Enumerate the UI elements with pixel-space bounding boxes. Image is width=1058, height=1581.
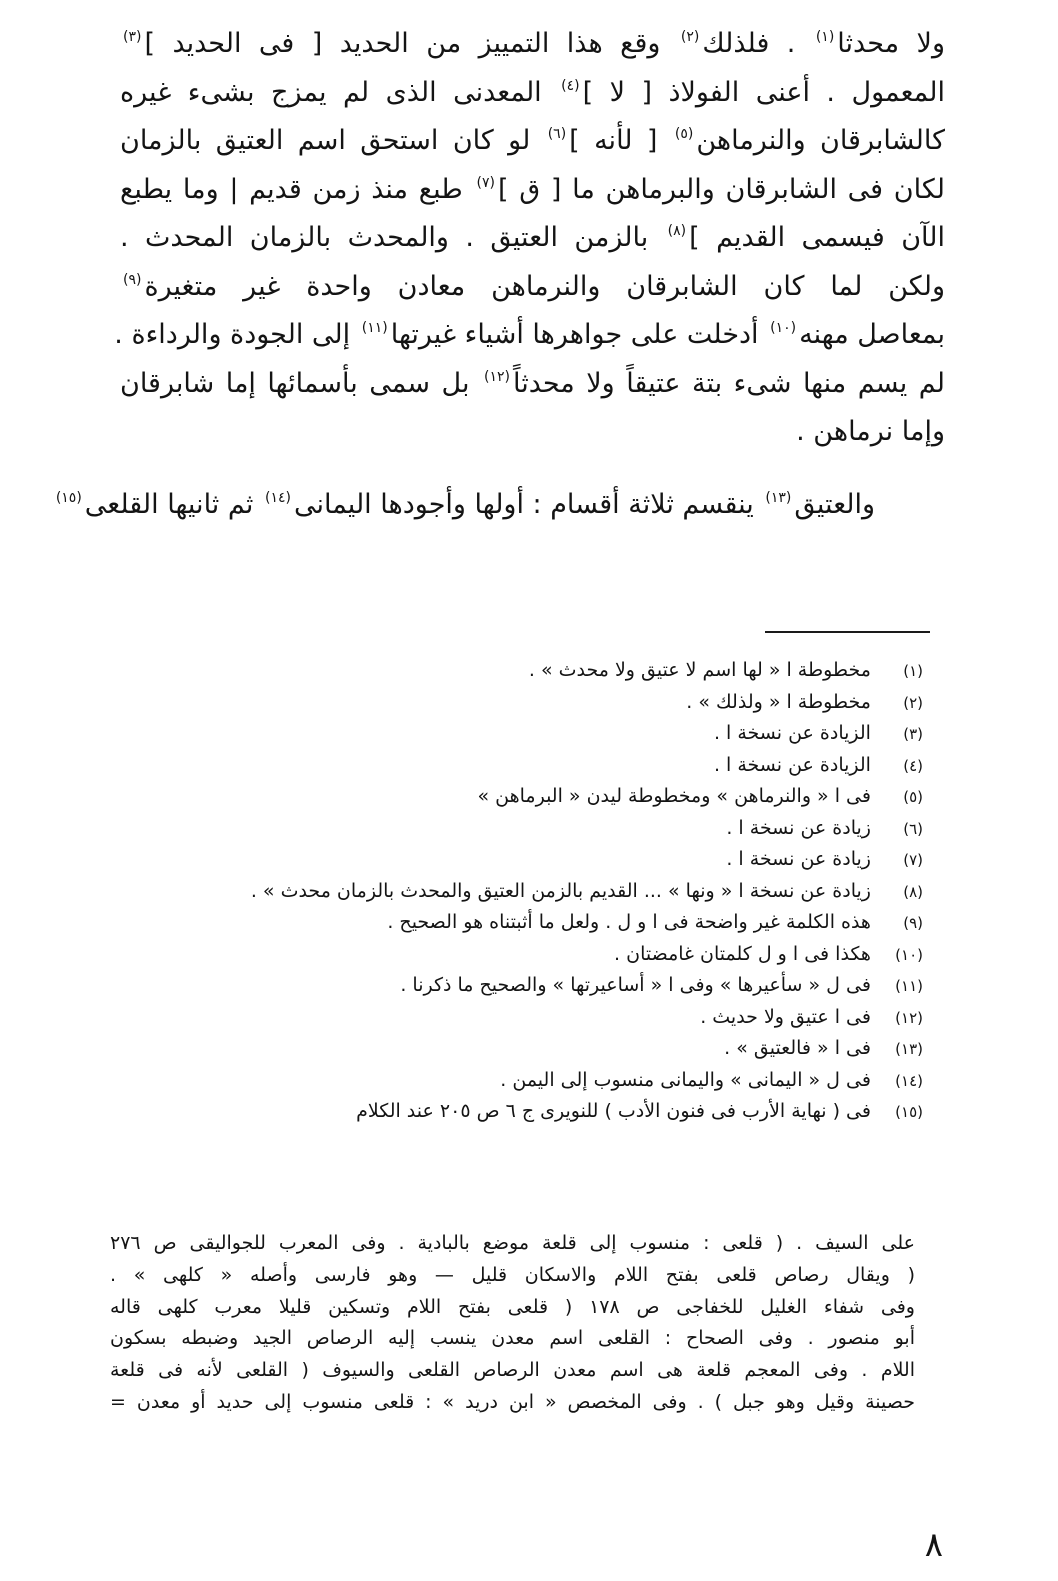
text-run: كالشابرقان والنرماهن — [696, 125, 945, 156]
footnote-continuation-line: على السيف . ( قلعى : منسوب إلى قلعة موضع بالبادية . وفى المعرب للجواليقى ص ٢٧٦ — [110, 1232, 915, 1254]
footnote-number: (٦) — [903, 819, 923, 838]
body-line-9 — [120, 408, 945, 457]
footnote-ref-11: (١١) — [361, 320, 388, 336]
text-run: ثم ثانيها القلعى — [84, 488, 262, 520]
footnote-7 — [163, 844, 923, 876]
text-run: بالزمن العتيق . والمحدث بالزمان المحدث . — [120, 222, 665, 253]
body-line-2 — [120, 69, 945, 118]
text-run: وإما نرماهن . — [796, 416, 945, 447]
body-line-6 — [120, 263, 945, 312]
text-run: . فلذلك — [702, 28, 813, 59]
footnote-8 — [163, 876, 923, 908]
footnote-ref-4: (٤) — [561, 77, 580, 94]
body-paragraph-2 — [55, 481, 945, 530]
footnote-continuation-line: وفى شفاء الغليل للخفاجى ص ١٧٨ ( قلعى بفتح اللام وتسكين قليلا معرب كلهى قاله — [110, 1295, 915, 1318]
footnote-12 — [163, 1002, 923, 1034]
footnote-continuation-line: أبو منصور . وفى الصحاح : القلعى اسم معدن ينسب إليه الرصاص الجيد وضبطه بسكون — [110, 1327, 915, 1350]
text-run: ولكن لما كان الشابرقان والنرماهن معادن واحدة غير متغيرة — [144, 270, 945, 302]
footnote-ref-9: (٩) — [123, 271, 142, 288]
footnote-number: (١١) — [895, 977, 923, 995]
footnote-text: مخطوطة ا « ولذلك » . — [686, 690, 871, 713]
footnote-separator-rule — [765, 631, 930, 633]
footnote-text: فى ا « والنرماهن » ومخطوطة ليدن « البرماهن » — [477, 785, 871, 807]
body-line-5 — [120, 214, 945, 263]
text-run: لكان فى الشابرقان والبرماهن ما [ ق ] — [497, 173, 945, 205]
footnote-number: (١٢) — [895, 1008, 923, 1027]
footnote-text: مخطوطة ا « لها اسم لا عتيق ولا محدث » . — [528, 659, 871, 681]
footnote-ref-3: (٣) — [123, 29, 142, 45]
footnote-text: فى ا عتيق ولا حديث . — [700, 1005, 871, 1028]
footnote-ref-13: (١٣) — [765, 489, 792, 506]
footnote-ref-1: (١) — [815, 29, 835, 45]
footnote-ref-12: (١٢) — [483, 368, 510, 385]
footnote-ref-7: (٧) — [476, 174, 495, 191]
footnote-13 — [163, 1033, 923, 1065]
footnote-number: (١٤) — [895, 1071, 923, 1090]
text-run: المعدنى الذى لم يمزج بشىء غيره — [120, 76, 559, 108]
footnote-15 — [163, 1096, 923, 1128]
footnote-text: زيادة عن نسخة ا « ونها » ... القديم بالزمن العتيق والمحدث بالزمان محدث » . — [250, 879, 871, 902]
footnote-number: (٧) — [903, 851, 923, 869]
footnote-ref-6: (٦) — [547, 126, 567, 142]
footnote-text: هذه الكلمة غير واضحة فى ا و ل . ولعل ما أثبتناه هو الصحيح . — [387, 911, 871, 933]
footnote-14 — [163, 1065, 923, 1097]
footnote-continuation-line: ( ويقال رصاص قلعى بفتح اللام والاسكان قليل — وهو فارسى وأصله « كلهى » . — [110, 1263, 915, 1286]
body-line-4 — [120, 166, 945, 215]
footnote-text: الزيادة عن نسخة ا . — [713, 753, 871, 776]
footnote-continuation-line: اللام . وفى المعجم قلعة هى اسم معدن الرصاص القلعى والسيوف ( القلعى لأنه فى قلعة — [110, 1359, 915, 1382]
footnote-number: (٣) — [903, 725, 923, 743]
text-run: والعتيق — [794, 488, 875, 520]
body-line-3 — [120, 117, 945, 166]
text-run: لم يسم منها شىء بتة عتيقاً ولا محدثاً — [512, 367, 945, 399]
footnote-text: زيادة عن نسخة ا . — [726, 848, 871, 870]
body-line-8 — [120, 360, 945, 409]
text-run: ينقسم ثلاثة أقسام : أولها وأجودها اليمانى — [293, 488, 763, 520]
footnote-2 — [163, 687, 923, 719]
footnote-number: (١٠) — [895, 945, 923, 964]
text-run: إلى الجودة والرداءة . — [114, 319, 359, 350]
text-run: بل سمى بأسمائها إما شابرقان — [120, 367, 481, 399]
footnote-15-continuation — [110, 1228, 915, 1419]
footnote-5 — [163, 781, 923, 813]
footnote-number: (٩) — [903, 914, 923, 932]
footnote-number: (٨) — [903, 882, 923, 901]
footnote-continuation-line: حصينة وقيل وهو جبل ) . وفى المخصص « ابن دريد » : قلعى منسوب إلى حديد أو معدن = — [110, 1390, 915, 1413]
footnote-number: (٥) — [903, 788, 923, 806]
footnote-text: فى ل « اليمانى » واليمانى منسوب إلى اليمن . — [500, 1068, 871, 1091]
footnote-number: (٢) — [903, 693, 923, 712]
footnote-4 — [163, 750, 923, 782]
footnote-3 — [163, 718, 923, 750]
footnote-1 — [163, 655, 923, 687]
footnote-text: فى ا « فالعتيق » . — [724, 1037, 871, 1059]
footnote-text: فى ل « سأعيرها » وفى ا « أساعيرتها » والصحيح ما ذكرنا . — [400, 974, 871, 996]
footnote-number: (١٥) — [895, 1103, 923, 1121]
footnote-text: فى ( نهاية الأرب فى فنون الأدب ) للنويرى ج ٦ ص ٢٠٥ عند الكلام — [356, 1100, 871, 1122]
text-run: وقع هذا التمييز من الحديد [ فى الحديد ] — [144, 28, 678, 59]
footnote-ref-10: (١٠) — [770, 320, 797, 336]
footnote-ref-14: (١٤) — [264, 489, 291, 506]
footnote-ref-5: (٥) — [674, 126, 694, 142]
footnote-11 — [163, 970, 923, 1002]
footnote-10 — [163, 939, 923, 971]
body-line-7 — [114, 311, 945, 360]
body-line-1 — [120, 20, 945, 69]
footnote-number: (١) — [903, 662, 923, 680]
footnote-9 — [163, 907, 923, 939]
footnote-text: الزيادة عن نسخة ا . — [713, 722, 871, 744]
text-run: المعمول . أعنى الفولاذ [ لا ] — [582, 76, 945, 108]
footnote-text: هكذا فى ا و ل كلمتان غامضتان . — [614, 942, 871, 965]
footnote-ref-15: (١٥) — [55, 489, 82, 506]
text-run: [ لأنه ] — [569, 125, 672, 156]
footnote-ref-8: (٨) — [667, 223, 687, 239]
footnotes-list — [163, 655, 923, 1128]
text-run: لو كان استحق اسم العتيق بالزمان — [120, 125, 545, 156]
text-run: أدخلت على جواهرها أشياء غيرتها — [390, 319, 768, 350]
footnote-number: (٤) — [903, 756, 923, 775]
text-run: بمعاصل مهنه — [799, 319, 945, 350]
page-number: ٨ — [924, 1525, 943, 1565]
footnote-ref-2: (٢) — [680, 29, 700, 45]
footnote-number: (١٣) — [895, 1040, 923, 1058]
footnote-text: زيادة عن نسخة ا . — [726, 816, 871, 839]
main-body-text — [55, 20, 945, 529]
text-run: طبع منذ زمن قديم | وما يطبع — [120, 173, 474, 205]
text-run: الآن فيسمى القديم ] — [689, 222, 945, 253]
text-run: ولا محدثا — [837, 28, 945, 59]
footnote-6 — [163, 813, 923, 845]
